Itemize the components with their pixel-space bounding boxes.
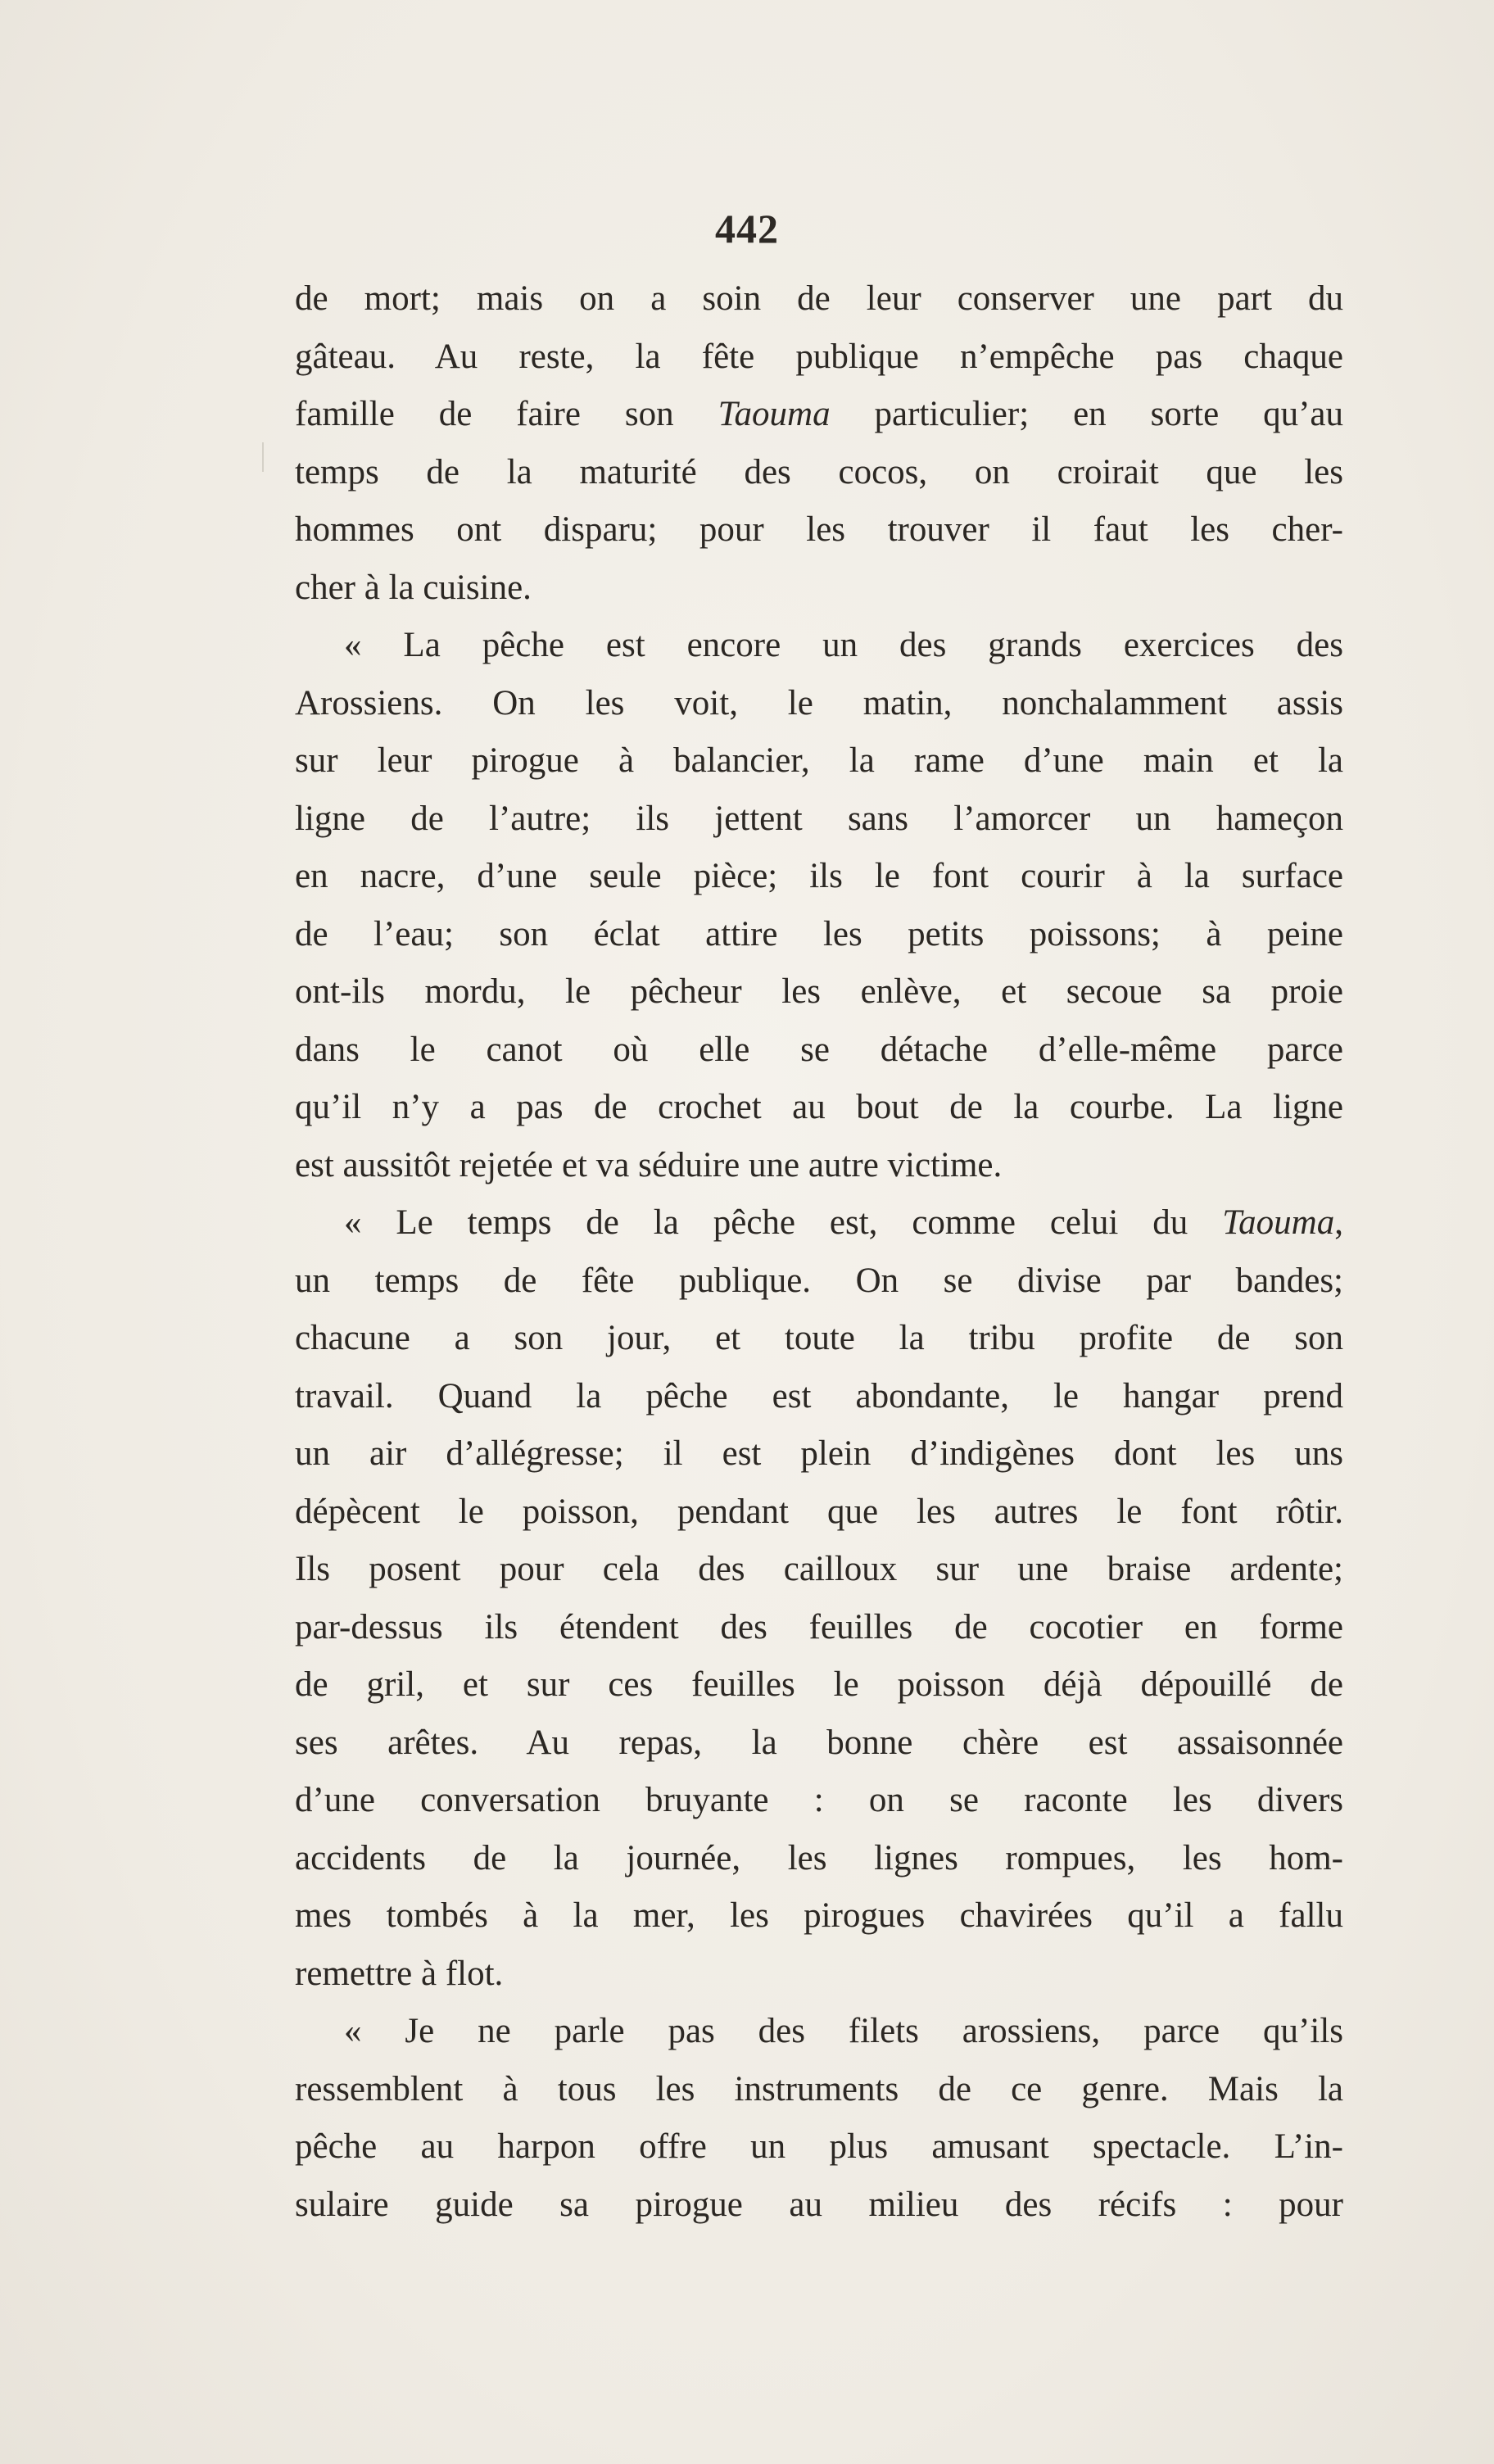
- text-line: [295, 1541, 1343, 1599]
- text-segment: d’une conversation bruyante : on se raconte les divers: [295, 1781, 1343, 1819]
- text-segment: de l’eau; son éclat attire les petits poissons; à peine: [295, 914, 1343, 953]
- text-segment: dépècent le poisson, pendant que les autres le font rôtir.: [295, 1492, 1343, 1531]
- text-line: [295, 1830, 1343, 1888]
- text-line: [295, 2061, 1343, 2119]
- text-segment: sur leur pirogue à balancier, la rame d’une main et la: [295, 741, 1343, 780]
- text-segment: travail. Quand la pêche est abondante, le hangar prend: [295, 1376, 1343, 1415]
- text-segment: un air d’allégresse; il est plein d’indigènes dont les uns: [295, 1434, 1343, 1473]
- text-line: [295, 790, 1343, 849]
- text-line: [295, 386, 1343, 444]
- text-segment: en nacre, d’une seule pièce; ils le font courir à la surface: [295, 857, 1343, 895]
- body-text: [295, 270, 1343, 2234]
- text-segment: ,: [1334, 1203, 1343, 1242]
- text-line: [295, 559, 1343, 618]
- text-line: [295, 444, 1343, 502]
- text-line: [295, 1425, 1343, 1483]
- text-line: [295, 1599, 1343, 1657]
- text-line: [295, 1194, 1343, 1252]
- margin-mark: [262, 442, 264, 472]
- text-segment: hommes ont disparu; pour les trouver il faut les cher-: [295, 510, 1343, 549]
- text-line: [295, 1252, 1343, 1311]
- text-line: [295, 270, 1343, 328]
- text-segment: « Je ne parle pas des filets arossiens, parce qu’ils: [344, 2012, 1343, 2050]
- text-line: [295, 2176, 1343, 2235]
- text-line: [295, 1656, 1343, 1714]
- text-segment: chacune a son jour, et toute la tribu profite de son: [295, 1319, 1343, 1357]
- text-segment: de mort; mais on a soin de leur conserver une part du: [295, 279, 1343, 318]
- text-line: [295, 1368, 1343, 1426]
- text-line: [295, 328, 1343, 387]
- text-segment: pêche au harpon offre un plus amusant spectacle. L’in-: [295, 2127, 1343, 2166]
- text-line: [295, 2118, 1343, 2176]
- text-line: [295, 1945, 1343, 2004]
- italic-term: Taouma: [1222, 1203, 1335, 1242]
- text-line: [295, 617, 1343, 675]
- text-segment: Arossiens. On les voit, le matin, nonchalamment assis: [295, 683, 1343, 722]
- text-line: [295, 1137, 1343, 1195]
- text-line: [295, 675, 1343, 733]
- text-segment: accidents de la journée, les lignes rompues, les hom-: [295, 1838, 1343, 1877]
- text-segment: mes tombés à la mer, les pirogues chavirées qu’il a fallu: [295, 1896, 1343, 1935]
- text-segment: gâteau. Au reste, la fête publique n’empêche pas chaque: [295, 337, 1343, 376]
- text-line: [295, 906, 1343, 964]
- text-segment: ses arêtes. Au repas, la bonne chère est assaisonnée: [295, 1723, 1343, 1762]
- text-line: [295, 1483, 1343, 1542]
- text-segment: particulier; en sorte qu’au: [830, 395, 1343, 433]
- text-segment: sulaire guide sa pirogue au milieu des récifs : pour: [295, 2185, 1343, 2224]
- text-segment: remettre à flot.: [295, 1954, 504, 1993]
- text-segment: temps de la maturité des cocos, on croirait que les: [295, 452, 1343, 491]
- text-segment: « La pêche est encore un des grands exercices des: [344, 626, 1343, 664]
- text-line: [295, 2003, 1343, 2061]
- text-line: [295, 848, 1343, 906]
- text-line: [295, 1079, 1343, 1137]
- text-segment: ont-ils mordu, le pêcheur les enlève, et secoue sa proie: [295, 972, 1343, 1011]
- text-segment: un temps de fête publique. On se divise par bandes;: [295, 1261, 1343, 1300]
- text-line: [295, 501, 1343, 559]
- text-segment: de gril, et sur ces feuilles le poisson déjà dépouillé de: [295, 1665, 1343, 1704]
- text-segment: qu’il n’y a pas de crochet au bout de la courbe. La ligne: [295, 1088, 1343, 1126]
- italic-term: Taouma: [718, 395, 831, 433]
- text-segment: Ils posent pour cela des cailloux sur une braise ardente;: [295, 1550, 1343, 1588]
- page-number: 442: [715, 206, 779, 251]
- text-segment: est aussitôt rejetée et va séduire une autre victime.: [295, 1145, 1003, 1184]
- text-segment: dans le canot où elle se détache d’elle-même parce: [295, 1030, 1343, 1069]
- text-segment: par-dessus ils étendent des feuilles de cocotier en forme: [295, 1607, 1343, 1646]
- text-segment: cher à la cuisine.: [295, 568, 532, 607]
- text-line: [295, 1021, 1343, 1080]
- text-line: [295, 1887, 1343, 1945]
- text-line: [295, 732, 1343, 790]
- text-line: [295, 1310, 1343, 1368]
- text-segment: « Le temps de la pêche est, comme celui du: [344, 1203, 1223, 1242]
- text-line: [295, 1772, 1343, 1830]
- text-line: [295, 1714, 1343, 1773]
- text-segment: famille de faire son: [295, 395, 718, 433]
- text-line: [295, 963, 1343, 1021]
- text-segment: ligne de l’autre; ils jettent sans l’amorcer un hameçon: [295, 799, 1343, 838]
- text-segment: ressemblent à tous les instruments de ce genre. Mais la: [295, 2069, 1343, 2108]
